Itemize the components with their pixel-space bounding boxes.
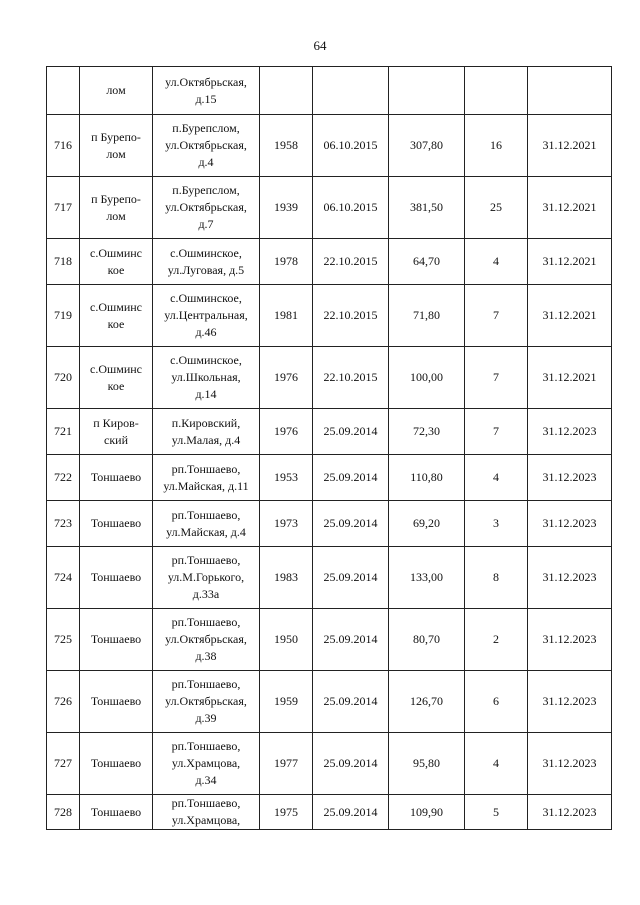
deadline-cell: 31.12.2021 [528, 177, 612, 239]
year-cell [260, 67, 313, 115]
table-row [47, 239, 612, 285]
address-cell-line: п.Кировский, [171, 415, 241, 430]
residents-cell: 4 [465, 239, 528, 285]
address-cell-line: рп.Тоншаево, [171, 461, 241, 476]
settlement-cell-line: Тоншаево [90, 570, 142, 584]
settlement-cell-line: лом [106, 83, 126, 97]
row-number-cell: 726 [47, 671, 80, 733]
deadline-cell: 31.12.2023 [528, 501, 612, 547]
address-cell-line: ул.Майская, д.4 [166, 524, 246, 539]
deadline-cell: 31.12.2023 [528, 795, 612, 830]
address-cell-line: ул.Малая, д.4 [171, 432, 241, 447]
settlement-cell-line: лом [106, 146, 126, 161]
deadline-cell: 31.12.2023 [528, 733, 612, 795]
year-cell: 1981 [260, 285, 313, 347]
address-cell-line: рп.Тоншаево, [171, 677, 241, 691]
address-cell-line: рп.Тоншаево, [171, 615, 241, 629]
address-cell-line: ул.Октябрьская, [165, 74, 247, 89]
year-cell: 1959 [260, 671, 313, 733]
address-cell-line: ул.Центральная, [164, 308, 248, 322]
settlement-cell-line: с.Ошминс [90, 245, 142, 260]
settlement-cell [80, 409, 153, 455]
residents-cell: 2 [465, 609, 528, 671]
deadline-cell: 31.12.2023 [528, 671, 612, 733]
address-cell [153, 609, 260, 671]
row-number-cell: 728 [47, 795, 80, 830]
residents-cell: 16 [465, 115, 528, 177]
settlement-cell [80, 547, 153, 609]
address-cell [153, 501, 260, 547]
table-row [47, 285, 612, 347]
address-cell-line: ул.Храмцова, [171, 813, 241, 827]
address-cell-line: ул.Октябрьская, [165, 138, 247, 152]
row-number-cell: 719 [47, 285, 80, 347]
address-cell-line: д.4 [198, 155, 214, 169]
settlement-cell [80, 501, 153, 547]
settlement-cell-line: с.Ошминс [90, 299, 142, 314]
table-row [47, 671, 612, 733]
area-cell: 133,00 [389, 547, 465, 609]
row-number-cell: 721 [47, 409, 80, 455]
row-number-cell: 722 [47, 455, 80, 501]
residents-cell: 5 [465, 795, 528, 830]
area-cell: 110,80 [389, 455, 465, 501]
address-cell-line: рп.Тоншаево, [171, 739, 241, 753]
area-cell: 307,80 [389, 115, 465, 177]
row-number-cell: 724 [47, 547, 80, 609]
address-cell-line: с.Ошминское, [170, 353, 242, 367]
settlement-cell-line: ский [104, 432, 128, 447]
address-cell-line: д.46 [195, 325, 217, 339]
area-cell: 72,30 [389, 409, 465, 455]
residents-cell: 6 [465, 671, 528, 733]
settlement-cell [80, 67, 153, 115]
address-cell-line: ул.Луговая, д.5 [167, 262, 245, 277]
date-cell [313, 67, 389, 115]
table-row [47, 547, 612, 609]
address-cell-line: д.15 [195, 91, 217, 106]
year-cell: 1958 [260, 115, 313, 177]
residents-cell: 3 [465, 501, 528, 547]
area-cell: 126,70 [389, 671, 465, 733]
deadline-cell: 31.12.2023 [528, 609, 612, 671]
row-number-cell: 720 [47, 347, 80, 409]
row-number-cell: 716 [47, 115, 80, 177]
settlement-cell-line: Тоншаево [90, 756, 142, 770]
date-cell: 25.09.2014 [313, 609, 389, 671]
row-number-cell: 718 [47, 239, 80, 285]
date-cell: 25.09.2014 [313, 455, 389, 501]
address-cell-line: ул.Майская, д.11 [163, 478, 249, 493]
table-row [47, 409, 612, 455]
address-cell [153, 177, 260, 239]
area-cell: 71,80 [389, 285, 465, 347]
year-cell: 1939 [260, 177, 313, 239]
table-row [47, 733, 612, 795]
address-cell-line: д.39 [195, 711, 217, 725]
date-cell: 25.09.2014 [313, 733, 389, 795]
address-cell [153, 671, 260, 733]
settlement-cell-line: кое [107, 262, 125, 277]
residents-cell: 7 [465, 347, 528, 409]
year-cell: 1953 [260, 455, 313, 501]
table-row [47, 455, 612, 501]
address-cell-line: рп.Тоншаево, [171, 553, 241, 567]
residents-cell [465, 67, 528, 115]
row-number-cell: 725 [47, 609, 80, 671]
settlement-cell-line: Тоншаево [90, 632, 142, 646]
area-cell: 64,70 [389, 239, 465, 285]
address-cell-line: ул.Школьная, [171, 370, 241, 384]
row-number-cell: 727 [47, 733, 80, 795]
settlement-cell [80, 239, 153, 285]
address-cell [153, 733, 260, 795]
date-cell: 06.10.2015 [313, 177, 389, 239]
residents-cell: 4 [465, 733, 528, 795]
settlement-cell-line: с.Ошминс [90, 361, 142, 376]
address-cell [153, 285, 260, 347]
deadline-cell: 31.12.2023 [528, 547, 612, 609]
date-cell: 06.10.2015 [313, 115, 389, 177]
table-row [47, 501, 612, 547]
year-cell: 1975 [260, 795, 313, 830]
area-cell: 80,70 [389, 609, 465, 671]
settlement-cell [80, 671, 153, 733]
deadline-cell: 31.12.2021 [528, 347, 612, 409]
address-cell-line: с.Ошминское, [170, 245, 242, 260]
settlement-cell-line: п Киров- [93, 415, 139, 430]
deadline-cell: 31.12.2021 [528, 285, 612, 347]
residents-cell: 25 [465, 177, 528, 239]
year-cell: 1977 [260, 733, 313, 795]
deadline-cell: 31.12.2023 [528, 409, 612, 455]
year-cell: 1950 [260, 609, 313, 671]
address-cell-line: ул.Октябрьская, [165, 694, 247, 708]
address-cell [153, 115, 260, 177]
address-cell [153, 409, 260, 455]
address-cell [153, 347, 260, 409]
settlement-cell [80, 733, 153, 795]
address-cell-line: рп.Тоншаево, [171, 796, 241, 810]
settlement-cell-line: п Бурепо- [91, 129, 141, 144]
residents-cell: 8 [465, 547, 528, 609]
settlement-cell-line: Тоншаево [90, 516, 142, 530]
address-cell-line: п.Бурепслом, [172, 121, 240, 135]
deadline-cell: 31.12.2023 [528, 455, 612, 501]
row-number-cell: 717 [47, 177, 80, 239]
deadline-cell [528, 67, 612, 115]
area-cell: 100,00 [389, 347, 465, 409]
area-cell: 109,90 [389, 795, 465, 830]
address-cell-line: д.14 [195, 387, 217, 401]
row-number-cell: 723 [47, 501, 80, 547]
table-row [47, 795, 612, 830]
address-cell-line: рп.Тоншаево, [171, 507, 241, 522]
address-cell-line: ул.Октябрьская, [165, 632, 247, 646]
settlement-cell [80, 115, 153, 177]
settlement-cell-line: п Бурепо- [91, 191, 141, 206]
table-row [47, 115, 612, 177]
settlement-cell [80, 609, 153, 671]
address-cell-line: с.Ошминское, [170, 291, 242, 305]
table-row [47, 347, 612, 409]
year-cell: 1976 [260, 347, 313, 409]
year-cell: 1983 [260, 547, 313, 609]
housing-registry-table [46, 66, 612, 830]
address-cell-line: ул.М.Горького, [167, 570, 245, 584]
area-cell [389, 67, 465, 115]
row-number-cell [47, 67, 80, 115]
table-row [47, 177, 612, 239]
settlement-cell-line: кое [107, 378, 125, 393]
settlement-cell [80, 285, 153, 347]
address-cell [153, 239, 260, 285]
year-cell: 1978 [260, 239, 313, 285]
area-cell: 381,50 [389, 177, 465, 239]
settlement-cell-line: лом [106, 208, 126, 223]
address-cell [153, 547, 260, 609]
table-row [47, 609, 612, 671]
settlement-cell-line: Тоншаево [90, 694, 142, 708]
date-cell: 22.10.2015 [313, 285, 389, 347]
date-cell: 25.09.2014 [313, 409, 389, 455]
settlement-cell-line: кое [107, 316, 125, 331]
residents-cell: 7 [465, 409, 528, 455]
address-cell [153, 67, 260, 115]
address-cell-line: ул.Храмцова, [171, 756, 241, 770]
settlement-cell [80, 795, 153, 830]
settlement-cell [80, 177, 153, 239]
area-cell: 95,80 [389, 733, 465, 795]
year-cell: 1976 [260, 409, 313, 455]
settlement-cell [80, 455, 153, 501]
address-cell-line: д.38 [195, 649, 217, 663]
date-cell: 25.09.2014 [313, 671, 389, 733]
residents-cell: 4 [465, 455, 528, 501]
date-cell: 22.10.2015 [313, 347, 389, 409]
date-cell: 25.09.2014 [313, 501, 389, 547]
deadline-cell: 31.12.2021 [528, 239, 612, 285]
deadline-cell: 31.12.2021 [528, 115, 612, 177]
date-cell: 25.09.2014 [313, 547, 389, 609]
address-cell-line: ул.Октябрьская, [165, 200, 247, 214]
date-cell: 22.10.2015 [313, 239, 389, 285]
address-cell-line: д.7 [198, 217, 214, 231]
residents-cell: 7 [465, 285, 528, 347]
page-number: 64 [313, 38, 327, 53]
year-cell: 1973 [260, 501, 313, 547]
address-cell [153, 795, 260, 830]
address-cell-line: п.Бурепслом, [172, 183, 240, 197]
address-cell [153, 455, 260, 501]
settlement-cell [80, 347, 153, 409]
table-row [47, 67, 612, 115]
area-cell: 69,20 [389, 501, 465, 547]
table-body [47, 67, 612, 830]
date-cell: 25.09.2014 [313, 795, 389, 830]
address-cell-line: д.34 [195, 773, 217, 787]
settlement-cell-line: Тоншаево [90, 470, 142, 484]
address-cell-line: д.33а [192, 587, 220, 601]
settlement-cell-line: Тоншаево [90, 804, 142, 819]
